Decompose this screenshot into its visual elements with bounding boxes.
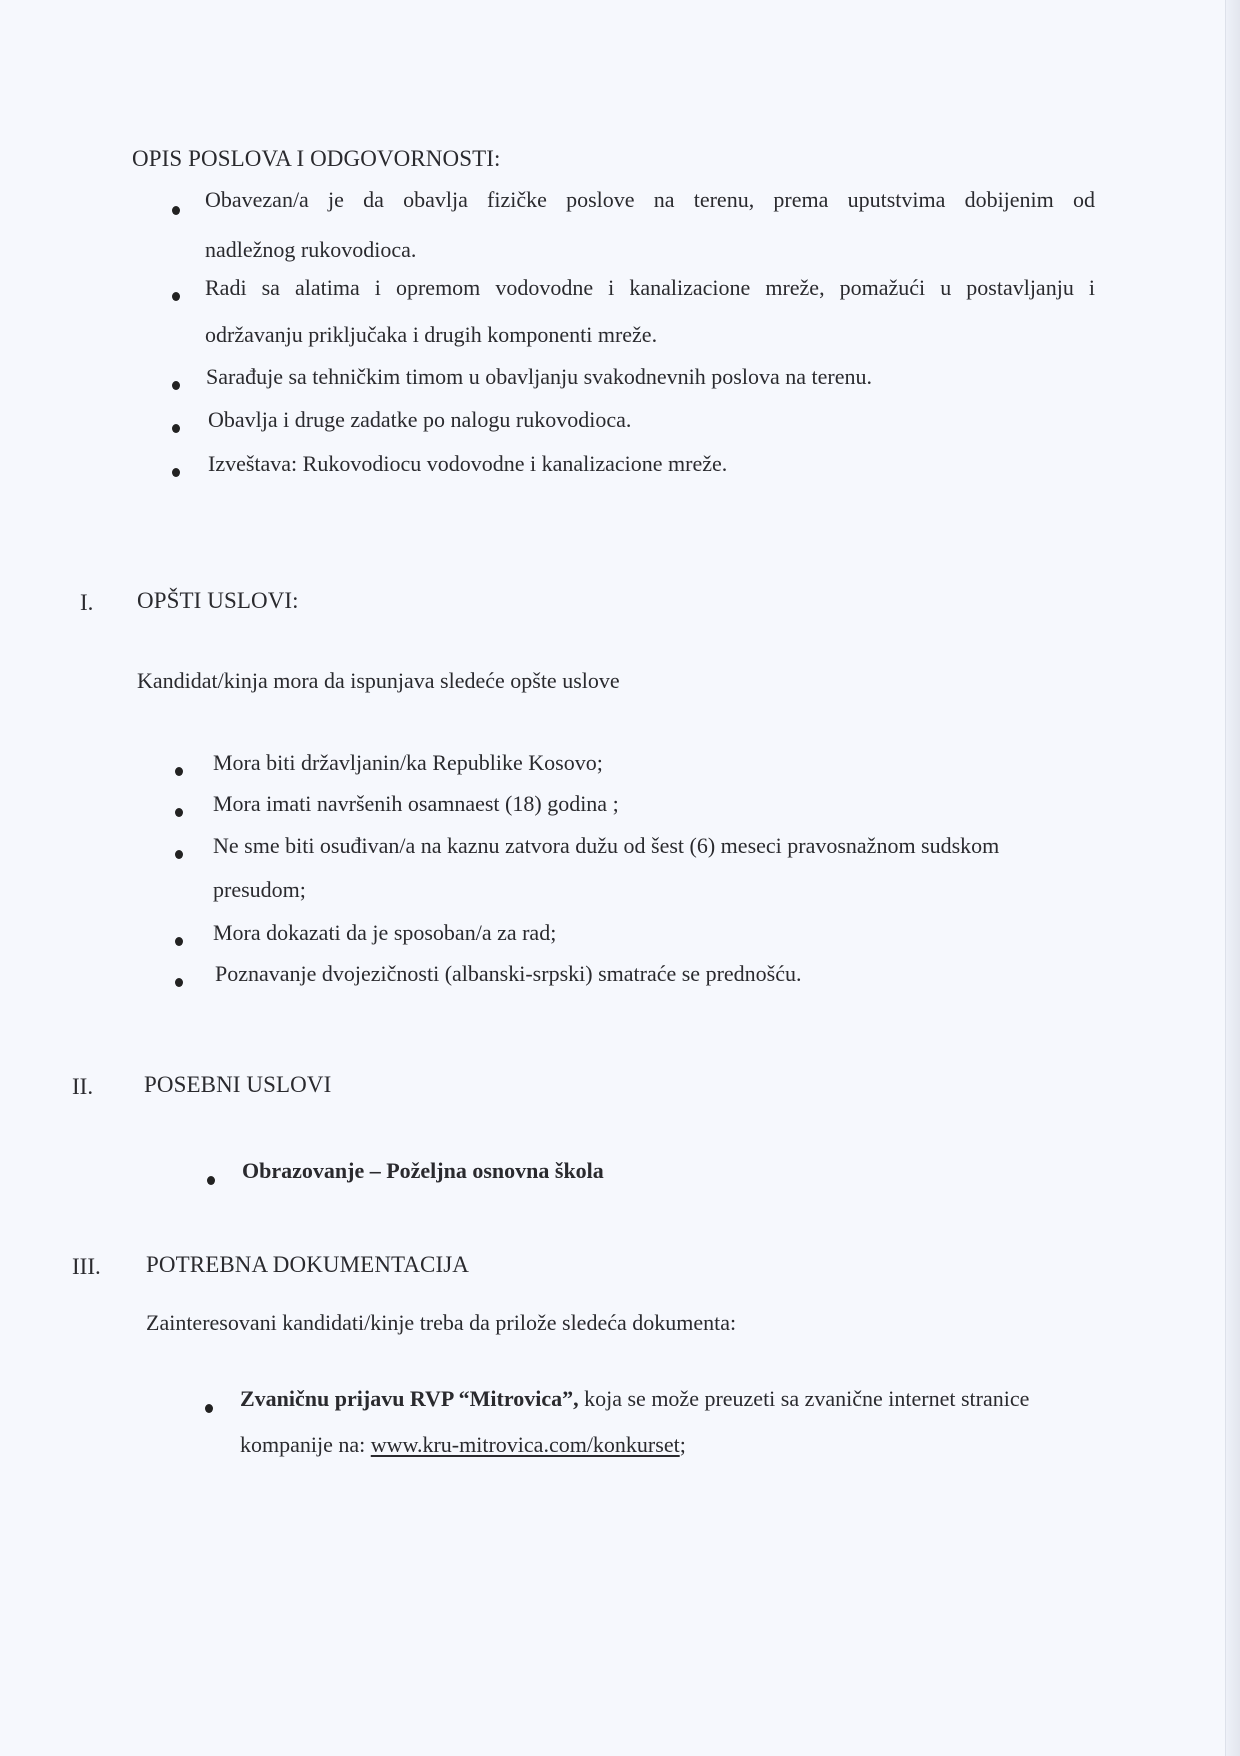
- bullet-icon: [172, 206, 180, 215]
- list-item-text: [240, 1386, 1029, 1412]
- list-item-text-cont: [240, 1432, 686, 1458]
- bullet-icon: [175, 978, 183, 987]
- document-name: Zvaničnu prijavu RVP “Mitrovica”,: [240, 1386, 579, 1411]
- list-item-text: Obavezan/a je da obavlja fizičke poslove na terenu, prema uputstvima dobijenim od: [205, 187, 1095, 212]
- link-prefix: kompanije na:: [240, 1432, 371, 1457]
- bullet-icon: [175, 808, 183, 817]
- bullet-icon: [172, 381, 180, 390]
- list-item-text: Obrazovanje – Poželjna osnovna škola: [242, 1158, 604, 1183]
- list-item-text: Mora imati navršenih osamnaest (18) godina ;: [213, 791, 619, 816]
- section-title: POSEBNI USLOVI: [144, 1072, 332, 1097]
- konkurset-link[interactable]: www.kru-mitrovica.com/konkurset: [370, 1432, 680, 1457]
- bullet-icon: [205, 1404, 213, 1413]
- section-title: OPIS POSLOVA I ODGOVORNOSTI:: [132, 146, 501, 171]
- list-item-text: Izveštava: Rukovodiocu vodovodne i kanalizacione mreže.: [208, 451, 728, 476]
- list-item-text-cont: nadležnog rukovodioca.: [205, 237, 417, 262]
- bullet-icon: [207, 1176, 215, 1185]
- list-item-text: Sarađuje sa tehničkim timom u obavljanju svakodnevnih poslova na terenu.: [206, 364, 872, 389]
- list-item-text: Poznavanje dvojezičnosti (albanski-srpski) smatraće se prednošću.: [215, 961, 802, 986]
- page-edge: [1225, 0, 1240, 1756]
- list-item-text: Mora dokazati da je sposoban/a za rad;: [213, 920, 557, 945]
- section-title: OPŠTI USLOVI:: [137, 588, 299, 613]
- section-title: POTREBNA DOKUMENTACIJA: [146, 1252, 470, 1277]
- bullet-icon: [175, 937, 183, 946]
- bullet-icon: [175, 767, 183, 776]
- list-item-text-cont: održavanju priključaka i drugih komponenti mreže.: [205, 322, 658, 347]
- section-numeral: II.: [72, 1074, 94, 1099]
- list-item-text: Obavlja i druge zadatke po nalogu rukovodioca.: [208, 407, 632, 432]
- document-description: koja se može preuzeti sa zvanične internet stranice: [578, 1386, 1030, 1411]
- list-item-text: Mora biti državljanin/ka Republike Kosovo;: [213, 750, 603, 775]
- bullet-icon: [172, 468, 180, 477]
- bullet-icon: [175, 850, 183, 859]
- section-numeral: I.: [80, 590, 94, 615]
- list-item-text: Ne sme biti osuđivan/a na kaznu zatvora dužu od šest (6) meseci pravosnažnom sudskom: [213, 833, 1000, 858]
- link-suffix: ;: [679, 1432, 686, 1457]
- section-intro: Kandidat/kinja mora da ispunjava sledeće opšte uslove: [137, 668, 620, 693]
- section-numeral: III.: [72, 1254, 101, 1279]
- list-item-text: Radi sa alatima i opremom vodovodne i kanalizacione mreže, pomažući u postavljanju i: [205, 275, 1095, 300]
- list-item-text-cont: presudom;: [213, 877, 306, 902]
- bullet-icon: [172, 292, 180, 301]
- bullet-icon: [172, 424, 180, 433]
- section-intro: Zainteresovani kandidati/kinje treba da prilože sledeća dokumenta:: [146, 1310, 737, 1335]
